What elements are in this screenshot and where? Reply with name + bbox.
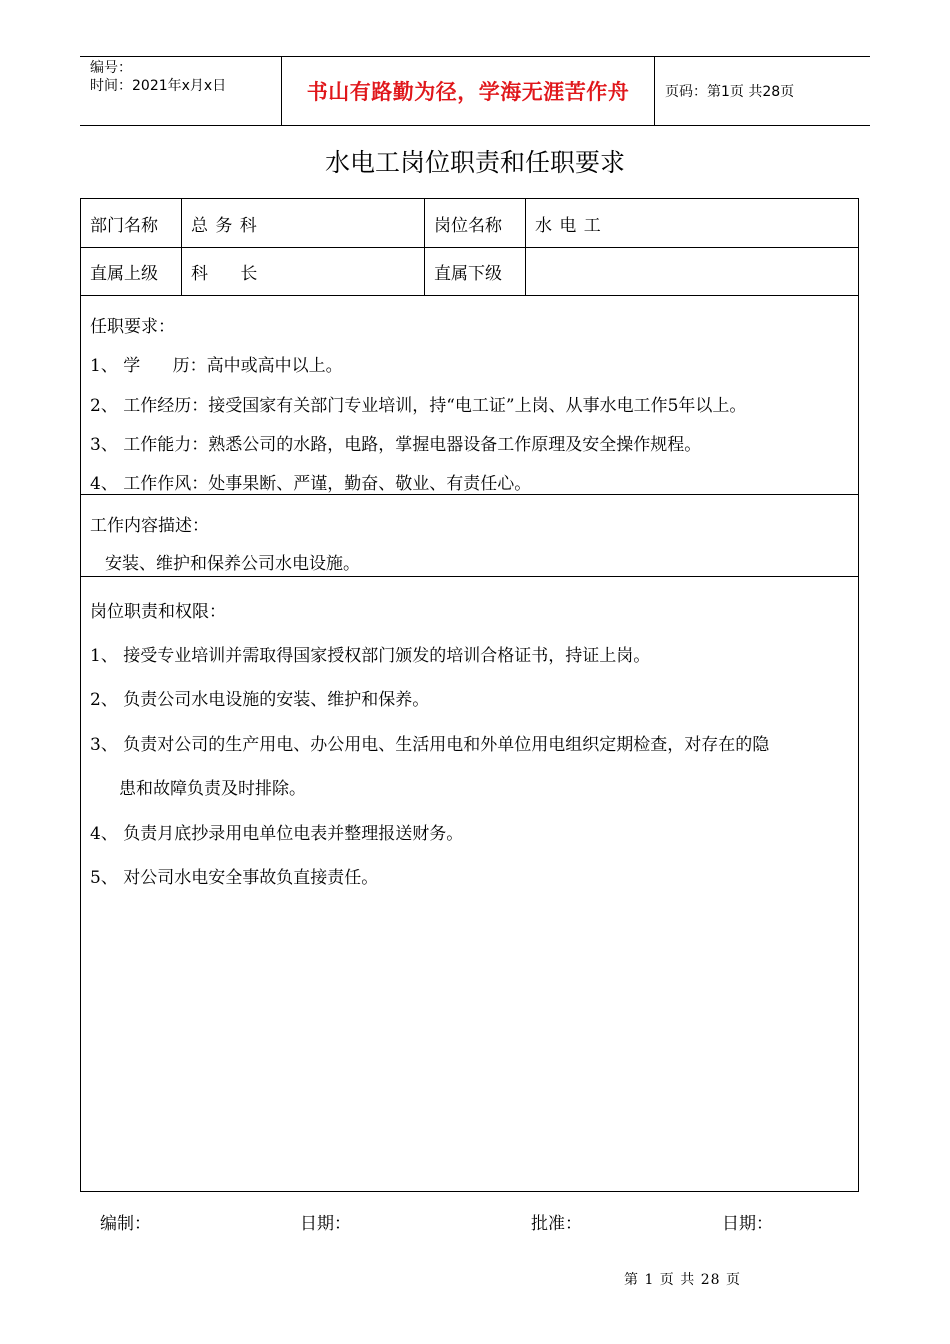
duties-section — [81, 578, 858, 1191]
duty-item: 4、 负责月底抄录用电单位电表并整理报送财务。 — [90, 824, 464, 844]
editor-label: 编制： — [100, 1214, 151, 1234]
duties-heading: 岗位职责和权限： — [90, 602, 226, 622]
dept-value: 总 务 科 — [181, 199, 424, 247]
job-content-section — [81, 496, 858, 577]
header-meta — [80, 57, 281, 125]
page-number-footer: 第 1 页 共 28 页 — [624, 1272, 741, 1288]
edit-date-label: 日期： — [300, 1214, 351, 1234]
subordinate-label: 直属下级 — [424, 248, 525, 295]
job-content-text: 安装、维护和保养公司水电设施。 — [105, 554, 360, 574]
requirement-item: 3、 工作能力：熟悉公司的水路，电路，掌握电器设备工作原理及安全操作规程。 — [90, 435, 702, 455]
requirements-section — [81, 296, 858, 495]
duty-item: 2、 负责公司水电设施的安装、维护和保养。 — [90, 690, 430, 710]
approve-date-label: 日期： — [722, 1214, 773, 1234]
superior-value: 科 长 — [181, 248, 424, 295]
requirement-item: 2、 工作经历：接受国家有关部门专业培训，持“电工证”上岗、从事水电工作5年以上。 — [90, 396, 747, 416]
duty-item-continued: 患和故障负责及时排除。 — [119, 779, 306, 799]
header-page-info: 页码：第1页 共28页 — [665, 84, 795, 100]
duty-item: 1、 接受专业培训并需取得国家授权部门颁发的培训合格证书，持证上岗。 — [90, 646, 651, 666]
job-description-table — [80, 198, 859, 1192]
requirements-heading: 任职要求： — [90, 317, 175, 337]
duty-item: 3、 负责对公司的生产用电、办公用电、生活用电和外单位用电组织定期检查，对存在的隐 — [90, 735, 770, 755]
requirement-item: 4、 工作作风：处事果断、严谨，勤奋、敬业、有责任心。 — [90, 474, 532, 494]
duty-item: 5、 对公司水电安全事故负直接责任。 — [90, 868, 379, 888]
document-header — [80, 56, 870, 126]
job-content-heading: 工作内容描述： — [90, 516, 209, 536]
date-line: 时间：2021年x月x日 — [90, 78, 227, 94]
table-row-department — [81, 199, 858, 248]
post-label: 岗位名称 — [424, 199, 525, 247]
dept-label: 部门名称 — [90, 215, 158, 236]
header-motto: 书山有路勤为径，学海无涯苦作舟 — [281, 57, 655, 125]
table-row-reporting — [81, 248, 858, 296]
superior-label: 直属上级 — [90, 264, 158, 284]
page-title: 水电工岗位职责和任职要求 — [324, 148, 625, 177]
approver-label: 批准： — [531, 1214, 582, 1234]
post-value: 水 电 工 — [525, 199, 858, 247]
requirement-item: 1、 学 历：高中或高中以上。 — [90, 356, 343, 376]
serial-label: 编号： — [90, 60, 132, 76]
subordinate-value — [525, 248, 858, 295]
